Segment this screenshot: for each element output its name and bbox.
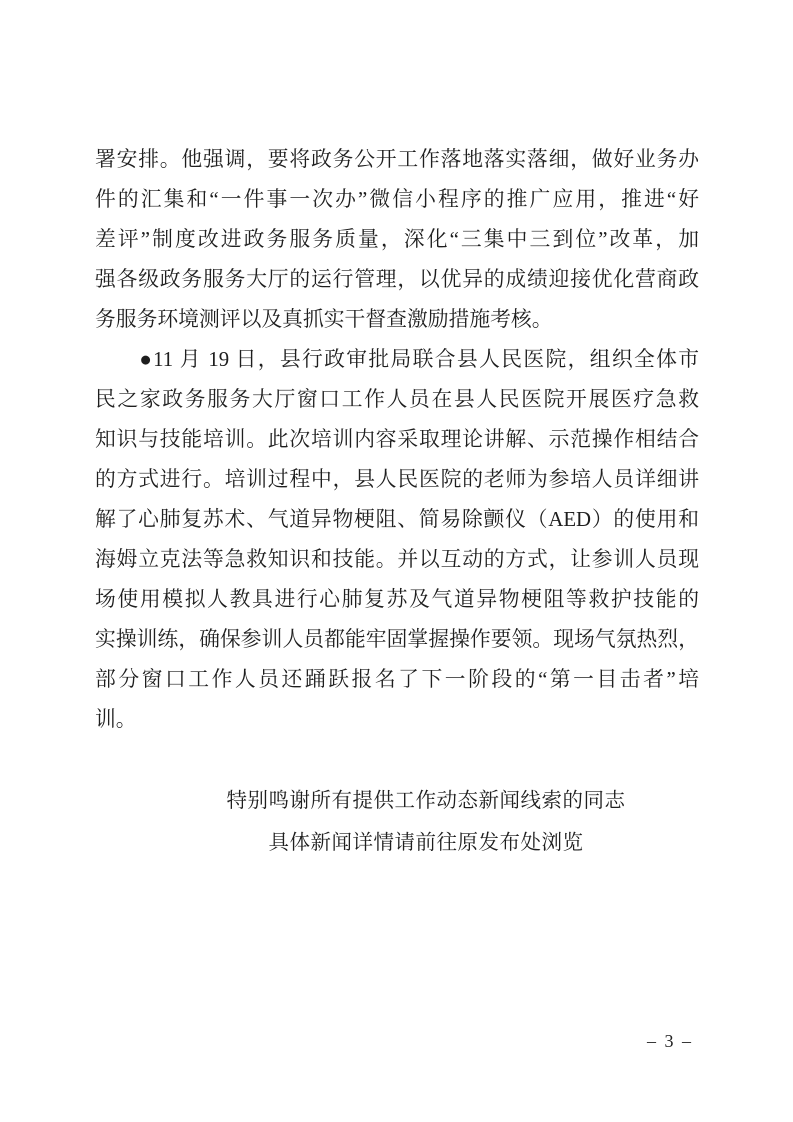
body-line: 场使用模拟人教具进行心肺复苏及气道异物梗阻等救护技能的 (95, 588, 699, 611)
body-line: 解了心肺复苏术、气道异物梗阻、简易除颤仪（AED）的使用和 (95, 508, 699, 531)
body-line: 部分窗口工作人员还踊跃报名了下一阶段的“第一目击者”培 (95, 668, 699, 691)
body-line: ●11 月 19 日，县行政审批局联合县人民医院，组织全体市 (95, 348, 699, 371)
body-line: 民之家政务服务大厅窗口工作人员在县人民医院开展医疗急救 (95, 388, 699, 411)
body-line: 署安排。他强调，要将政务公开工作落地落实落细，做好业务办 (95, 148, 699, 171)
body-line: 强各级政务服务大厅的运行管理，以优异的成绩迎接优化营商政 (95, 268, 699, 291)
body-line: 实操训练，确保参训人员都能牢固掌握操作要领。现场气氛热烈， (95, 628, 699, 651)
acknowledgement-line: 具体新闻详情请前往原发布处浏览 (268, 832, 584, 854)
acknowledgement (153, 780, 699, 864)
body-line: 差评”制度改进政务服务质量，深化“三集中三到位”改革，加 (95, 228, 699, 251)
body-line: 务服务环境测评以及真抓实干督查激励措施考核。 (95, 308, 553, 331)
body-line: 海姆立克法等急救知识和技能。并以互动的方式，让参训人员现 (95, 548, 699, 571)
body-line: 训。 (95, 708, 137, 731)
body-line: 件的汇集和“一件事一次办”微信小程序的推广应用，推进“好 (95, 188, 699, 211)
acknowledgement-line: 特别鸣谢所有提供工作动态新闻线索的同志 (226, 790, 626, 812)
document-body (95, 140, 699, 740)
body-line: 的方式进行。培训过程中，县人民医院的老师为参培人员详细讲 (95, 468, 699, 491)
paragraph-1 (95, 140, 699, 340)
paragraph-2 (95, 340, 699, 740)
body-line: 知识与技能培训。此次培训内容采取理论讲解、示范操作相结合 (95, 428, 699, 451)
page-number: – 3 – (647, 1031, 693, 1051)
